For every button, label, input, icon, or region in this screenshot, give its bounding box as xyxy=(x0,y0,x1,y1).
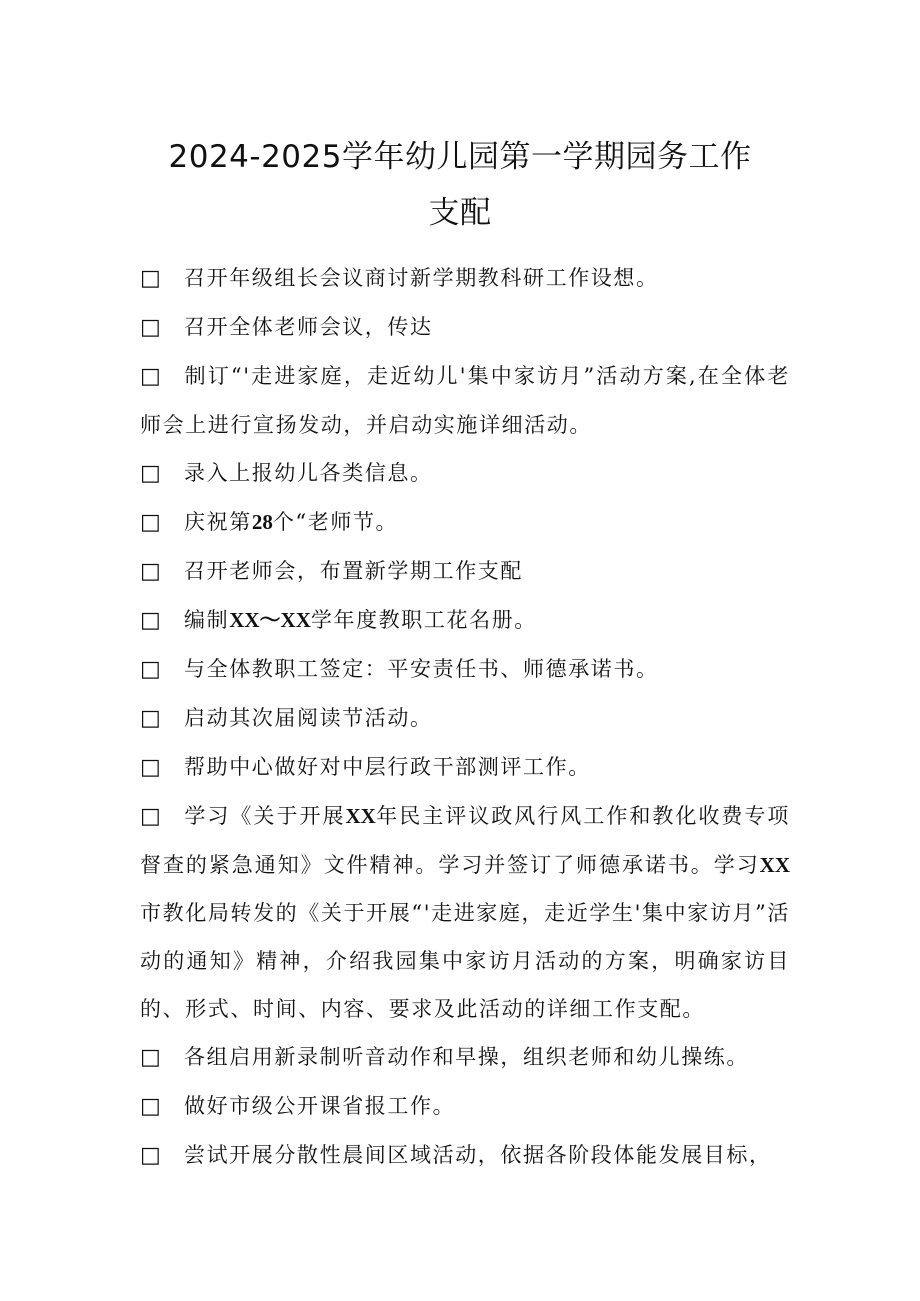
checkbox-bullet-icon: □ xyxy=(140,1094,163,1119)
list-item-text: 做好市级公开课省报工作。 xyxy=(184,1094,456,1118)
list-item xyxy=(140,694,790,743)
list-item-text-end: 学年度教职工花名册。 xyxy=(310,608,537,632)
checkbox-bullet-icon: □ xyxy=(140,315,163,340)
list-item xyxy=(140,743,790,792)
checkbox-bullet-icon: □ xyxy=(140,804,163,829)
list-item-text: 启动其次届阅读节活动。 xyxy=(184,706,433,730)
list-item xyxy=(140,1082,790,1131)
list-item xyxy=(140,1131,790,1180)
list-item-text-end: 市教化局转发的《关于开展“'走进家庭，走近学生'集中家访月”活动的通知》精神，介绍我园集中家访月活动的方案，明确家访目的、形式、时间、内容、要求及此活动的详细工作支配。 xyxy=(140,901,790,1021)
checkbox-bullet-icon: □ xyxy=(140,266,163,291)
list-item xyxy=(140,792,790,1033)
list-item xyxy=(140,449,790,498)
list-item-bold-xx-2: XX xyxy=(759,853,790,877)
list-item-bold-number: 28 xyxy=(251,510,273,534)
list-item-text: 各组启用新录制听音动作和早操，组织老师和幼儿操练。 xyxy=(184,1045,749,1069)
title-line-2: 支配 xyxy=(428,194,492,231)
list-item-text: 召开全体老师会议，传达 xyxy=(184,315,433,339)
list-item-bold-year: XX～XX xyxy=(229,608,311,632)
document-title xyxy=(130,129,790,241)
checkbox-bullet-icon: □ xyxy=(140,559,163,584)
checkbox-bullet-icon: □ xyxy=(140,1143,163,1168)
list-item xyxy=(140,547,790,596)
list-item xyxy=(140,1033,790,1082)
list-item xyxy=(140,254,790,303)
checkbox-bullet-icon: □ xyxy=(140,755,163,780)
list-item xyxy=(140,352,790,449)
checkbox-bullet-icon: □ xyxy=(140,461,163,486)
checkbox-bullet-icon: □ xyxy=(140,657,163,682)
list-item-bold-xx: XX xyxy=(345,804,376,828)
list-item-text-start: 庆祝第 xyxy=(184,510,252,534)
list-item xyxy=(140,596,790,645)
list-item-text: 帮助中心做好对中层行政干部测评工作。 xyxy=(184,755,591,779)
list-item-text-start: 编制 xyxy=(184,608,230,632)
list-item-text-end: 个“老师节。 xyxy=(272,510,399,534)
checkbox-bullet-icon: □ xyxy=(140,608,163,633)
list-item-text: 与全体教职工签定：平安责任书、师德承诺书。 xyxy=(184,657,659,681)
title-line-1: 2024-2025学年幼儿园第一学期园务工作 xyxy=(168,138,752,175)
list-item-text: 尝试开展分散性晨间区域活动，依据各阶段体能发展目标， xyxy=(184,1143,772,1167)
checkbox-bullet-icon: □ xyxy=(140,706,163,731)
list-item-text-start: 学习《关于开展 xyxy=(184,804,346,828)
document-body xyxy=(140,254,790,1180)
list-item xyxy=(140,498,790,547)
list-item xyxy=(140,645,790,694)
list-item-text: 召开老师会，布置新学期工作支配 xyxy=(184,559,523,583)
list-item-text: 制订“'走进家庭，走近幼儿'集中家访月”活动方案,在全体老师会上进行宣扬发动，并启动实施详细活动。 xyxy=(140,364,790,437)
checkbox-bullet-icon: □ xyxy=(140,510,163,535)
checkbox-bullet-icon: □ xyxy=(140,364,163,389)
list-item-text: 召开年级组长会议商讨新学期教科研工作设想。 xyxy=(184,266,659,290)
list-item xyxy=(140,303,790,352)
checkbox-bullet-icon: □ xyxy=(140,1045,163,1070)
list-item-text-middle: 年民主评议政风行风工作和教化收费专项督查的紧急通知》文件精神。学习并签订了师德承诺书。学习 xyxy=(140,804,790,877)
list-item-text: 录入上报幼儿各类信息。 xyxy=(184,461,433,485)
